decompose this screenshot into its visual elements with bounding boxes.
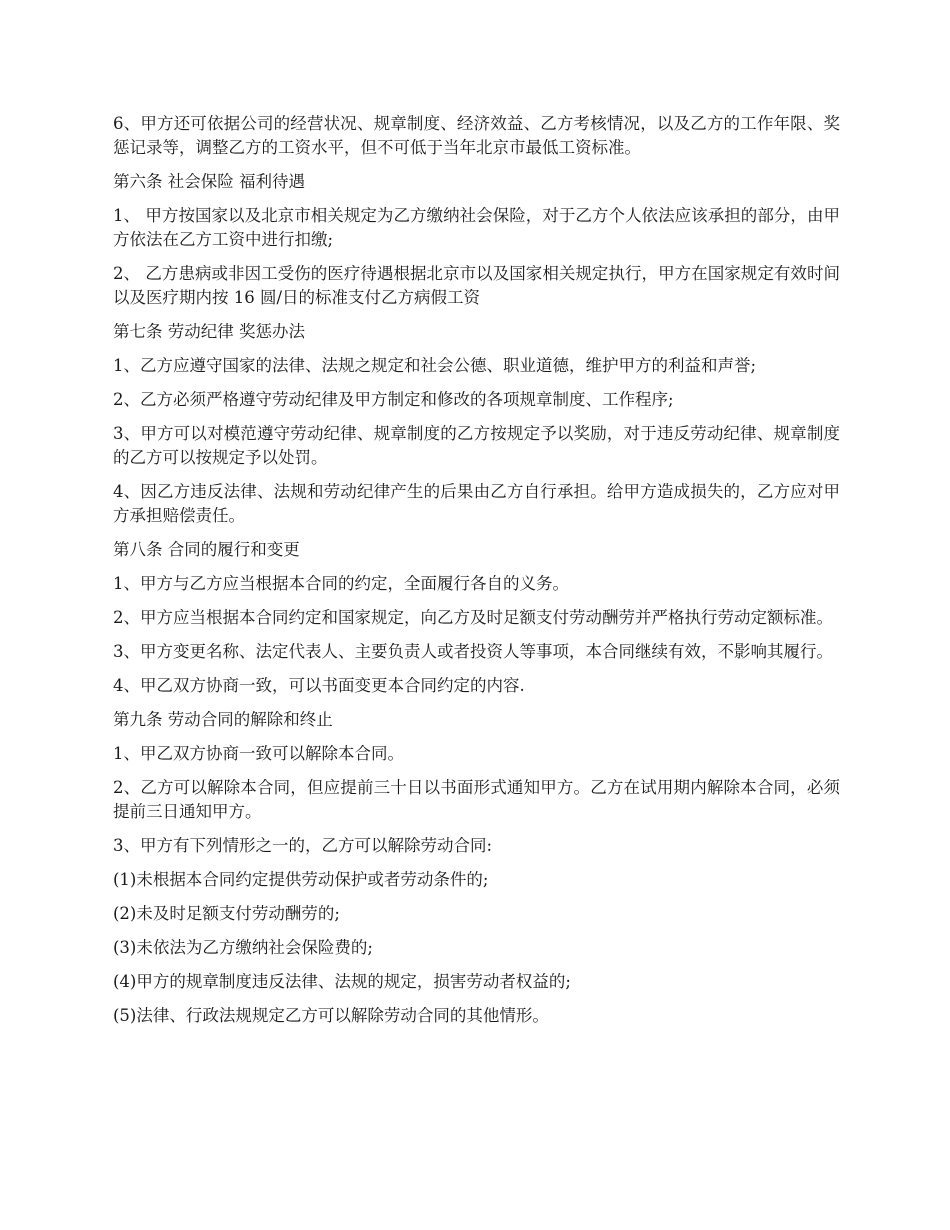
heading-article-7: 第七条 劳动纪律 奖惩办法 bbox=[113, 322, 305, 341]
paragraph-social-insurance-2: 2、 乙方患病或非因工受伤的医疗待遇根据北京市以及国家相关规定执行，甲方在国家规定有效时间以及医疗期内按 16 圆/日的标准支付乙方病假工资 bbox=[113, 264, 840, 307]
list-item-condition-2: (2)未及时足额支付劳动酬劳的; bbox=[113, 904, 340, 923]
paragraph-discipline-4: 4、因乙方违反法律、法规和劳动纪律产生的后果由乙方自行承担。给甲方造成损失的，乙方应对甲方承担赔偿责任。 bbox=[113, 482, 840, 525]
paragraph-termination-1: 1、甲乙双方协商一致可以解除本合同。 bbox=[113, 744, 404, 763]
heading-article-8: 第八条 合同的履行和变更 bbox=[113, 540, 300, 559]
paragraph-discipline-3: 3、甲方可以对模范遵守劳动纪律、规章制度的乙方按规定予以奖励，对于违反劳动纪律、规章制度的乙方可以按规定予以处罚。 bbox=[113, 424, 840, 467]
paragraph-termination-2: 2、乙方可以解除本合同，但应提前三十日以书面形式通知甲方。乙方在试用期内解除本合同，必须提前三日通知甲方。 bbox=[113, 778, 840, 821]
heading-article-6: 第六条 社会保险 福利待遇 bbox=[113, 172, 305, 191]
document-page bbox=[113, 112, 840, 1038]
paragraph-discipline-1: 1、乙方应遵守国家的法律、法规之规定和社会公德、职业道德，维护甲方的利益和声誉; bbox=[113, 356, 757, 375]
list-item-condition-4: (4)甲方的规章制度违反法律、法规的规定，损害劳动者权益的; bbox=[113, 972, 571, 991]
paragraph-performance-4: 4、甲乙双方协商一致，可以书面变更本合同约定的内容. bbox=[113, 676, 525, 695]
paragraph-performance-2: 2、甲方应当根据本合同约定和国家规定，向乙方及时足额支付劳动酬劳并严格执行劳动定额标准。 bbox=[113, 608, 833, 627]
list-item-condition-1: (1)未根据本合同约定提供劳动保护或者劳动条件的; bbox=[113, 870, 489, 889]
paragraph-6-wage-adjustment: 6、甲方还可依据公司的经营状况、规章制度、经济效益、乙方考核情况，以及乙方的工作年限、奖惩记录等，调整乙方的工资水平，但不可低于当年北京市最低工资标准。 bbox=[113, 114, 840, 157]
paragraph-performance-3: 3、甲方变更名称、法定代表人、主要负责人或者投资人等事项，本合同继续有效，不影响其履行。 bbox=[113, 642, 833, 661]
paragraph-social-insurance-1: 1、 甲方按国家以及北京市相关规定为乙方缴纳社会保险，对于乙方个人依法应该承担的部分，由甲方依法在乙方工资中进行扣缴; bbox=[113, 206, 840, 249]
heading-article-9: 第九条 劳动合同的解除和终止 bbox=[113, 710, 333, 729]
paragraph-performance-1: 1、甲方与乙方应当根据本合同的约定，全面履行各自的义务。 bbox=[113, 574, 569, 593]
list-item-condition-5: (5)法律、行政法规规定乙方可以解除劳动合同的其他情形。 bbox=[113, 1006, 549, 1025]
paragraph-discipline-2: 2、乙方必须严格遵守劳动纪律及甲方制定和修改的各项规章制度、工作程序; bbox=[113, 390, 674, 409]
list-item-condition-3: (3)未依法为乙方缴纳社会保险费的; bbox=[113, 938, 373, 957]
paragraph-termination-3: 3、甲方有下列情形之一的，乙方可以解除劳动合同: bbox=[113, 836, 493, 855]
